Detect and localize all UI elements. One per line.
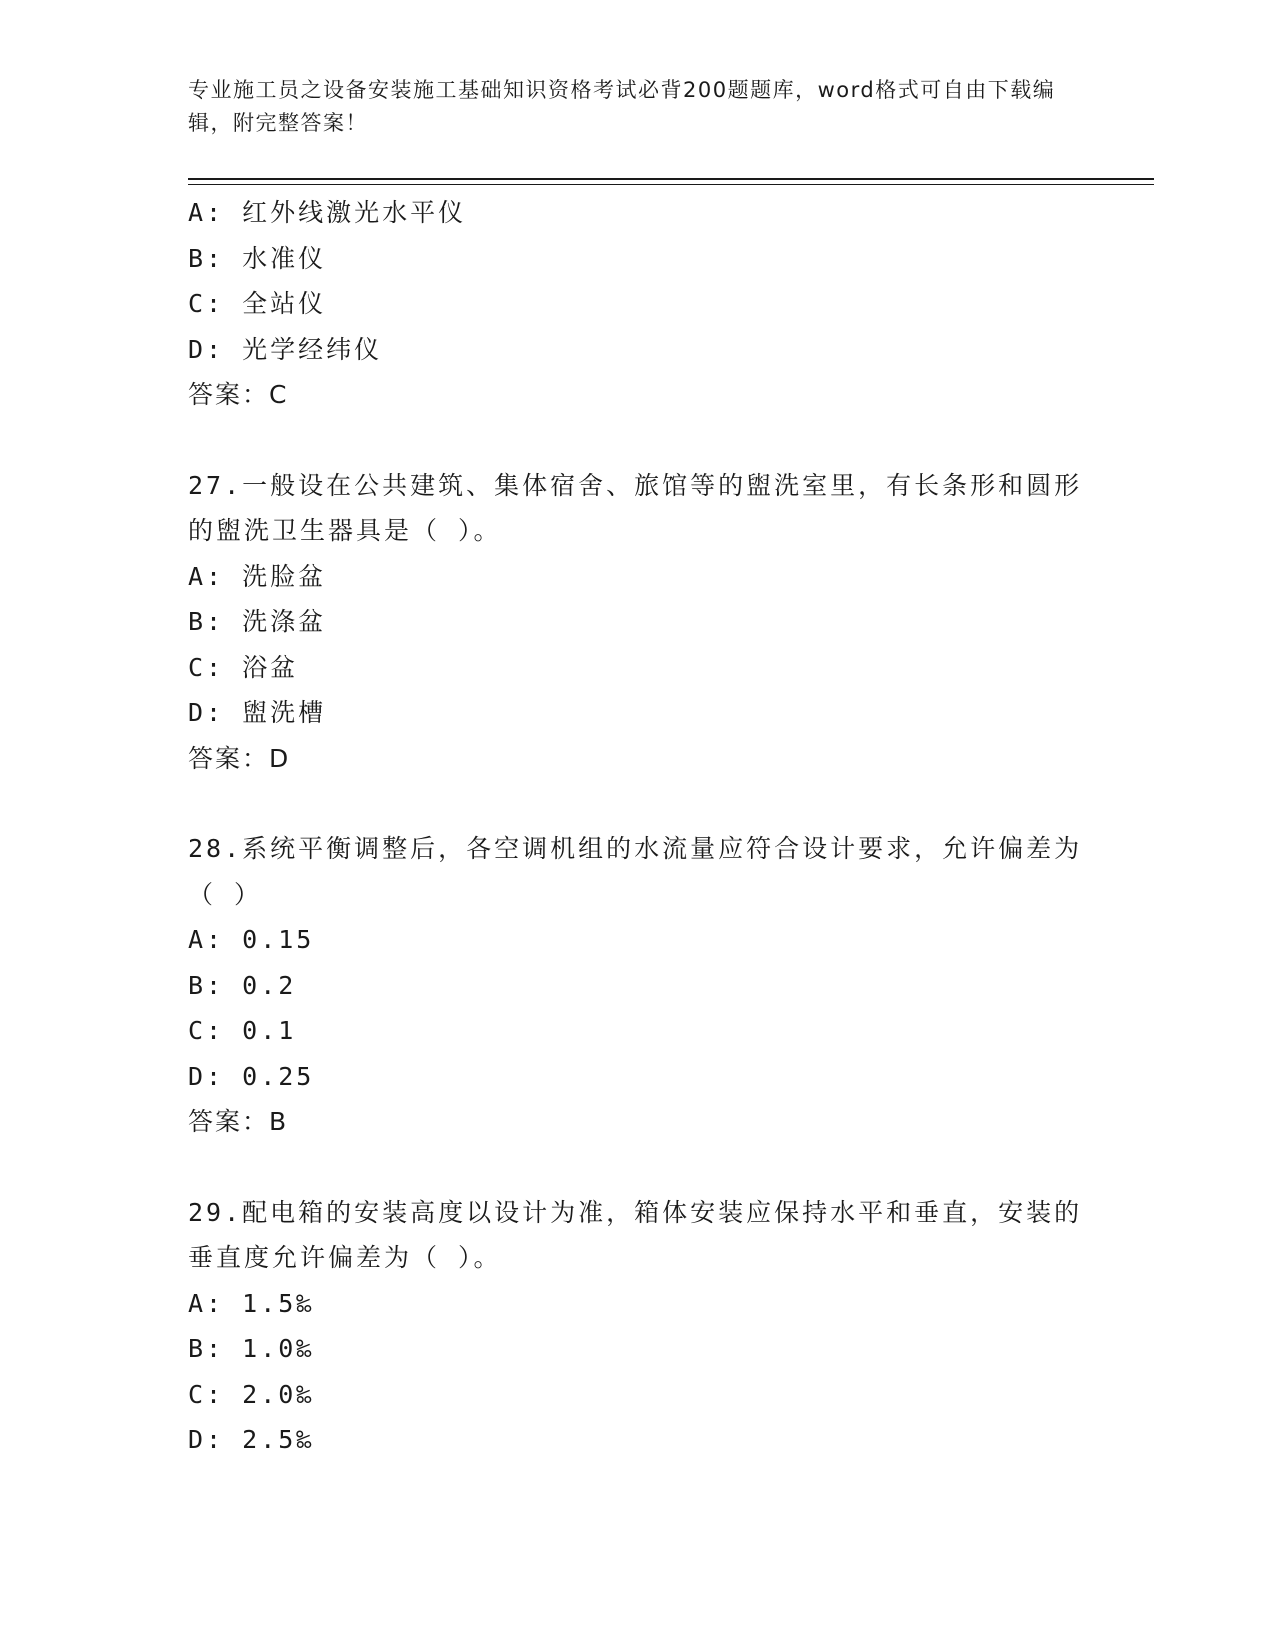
question-text: 27.一般设在公共建筑、集体宿舍、旅馆等的盥洗室里，有长条形和圆形的盥洗卫生器具是（ ）。 bbox=[188, 470, 1083, 545]
option-d: D: 光学经纬仪 bbox=[188, 334, 383, 364]
option-a: A: 洗脸盆 bbox=[188, 561, 327, 591]
answer-line: 答案：C bbox=[188, 380, 289, 409]
question-28-block bbox=[188, 826, 1088, 1145]
option-c: C: 0.1 bbox=[188, 1016, 297, 1045]
option-c: C: 浴盆 bbox=[188, 652, 299, 682]
option-b: B: 水准仪 bbox=[188, 243, 327, 273]
option-a: A: 1.5‰ bbox=[188, 1288, 315, 1318]
question-29-block bbox=[188, 1190, 1088, 1463]
option-a: A: 红外线激光水平仪 bbox=[188, 198, 467, 227]
option-b: B: 0.2 bbox=[188, 970, 297, 1000]
option-c: C: 全站仪 bbox=[188, 289, 327, 318]
option-d: D: 0.25 bbox=[188, 1061, 315, 1091]
option-d: D: 2.5‰ bbox=[188, 1425, 315, 1454]
option-b: B: 1.0‰ bbox=[188, 1334, 315, 1363]
option-c: C: 2.0‰ bbox=[188, 1379, 315, 1409]
option-b: B: 洗涤盆 bbox=[188, 607, 327, 636]
previous-question-block bbox=[188, 190, 1088, 418]
option-a: A: 0.15 bbox=[188, 925, 315, 954]
question-text: 29.配电箱的安装高度以设计为准，箱体安装应保持水平和垂直，安装的垂直度允许偏差为（ ）。 bbox=[188, 1197, 1083, 1272]
question-list bbox=[188, 190, 1088, 1463]
option-d: D: 盥洗槽 bbox=[188, 698, 327, 727]
page-header: 专业施工员之设备安装施工基础知识资格考试必背200题题库，word格式可自由下载编辑，附完整答案！ bbox=[188, 78, 1056, 135]
question-27-block bbox=[188, 463, 1088, 782]
header-divider bbox=[188, 178, 1154, 185]
answer-line: 答案：B bbox=[188, 1107, 289, 1136]
question-text: 28.系统平衡调整后，各空调机组的水流量应符合设计要求，允许偏差为（ ） bbox=[188, 834, 1083, 909]
answer-line: 答案：D bbox=[188, 743, 291, 773]
